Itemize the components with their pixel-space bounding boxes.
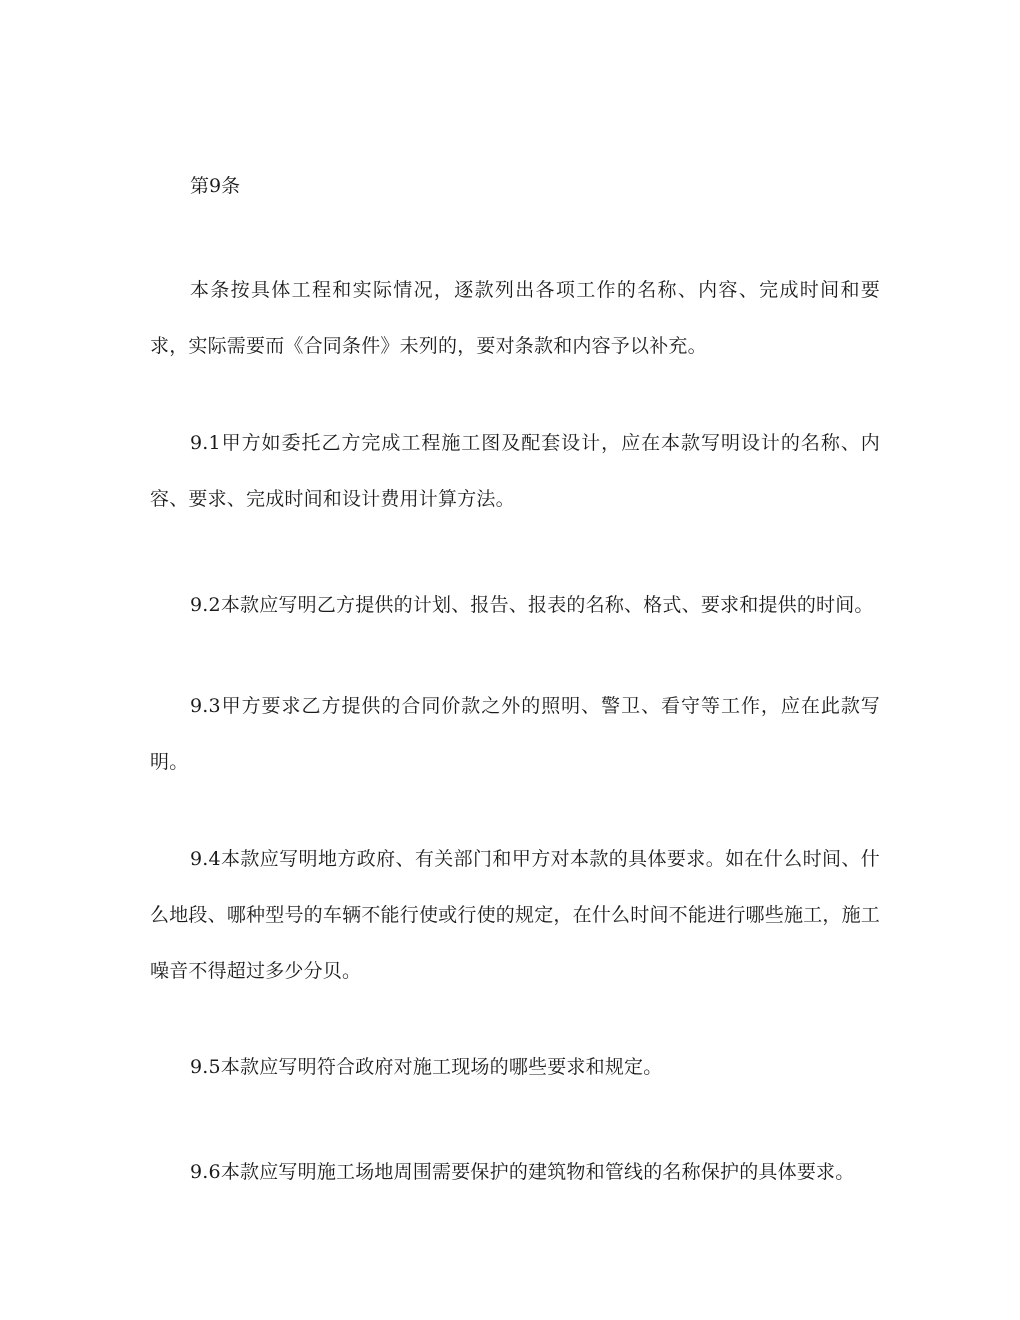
article-heading: 第9条 xyxy=(190,175,241,197)
paragraph-intro: 本条按具体工程和实际情况，逐款列出各项工作的名称、内容、完成时间和要求，实际需要而《合同条件》未列的，要对条款和内容予以补充。 xyxy=(150,279,880,357)
paragraph-9-1: 9.1甲方如委托乙方完成工程施工图及配套设计，应在本款写明设计的名称、内容、要求、完成时间和设计费用计算方法。 xyxy=(150,432,880,510)
paragraph-9-5: 9.5本款应写明符合政府对施工现场的哪些要求和规定。 xyxy=(190,1056,663,1078)
paragraph-9-4: 9.4本款应写明地方政府、有关部门和甲方对本款的具体要求。如在什么时间、什么地段、哪种型号的车辆不能行使或行使的规定，在什么时间不能进行哪些施工，施工噪音不得超过多少分贝。 xyxy=(150,848,880,982)
paragraph-9-3: 9.3甲方要求乙方提供的合同价款之外的照明、警卫、看守等工作，应在此款写明。 xyxy=(150,695,880,773)
paragraph-9-2: 9.2本款应写明乙方提供的计划、报告、报表的名称、格式、要求和提供的时间。 xyxy=(190,594,874,616)
paragraph-9-6: 9.6本款应写明施工场地周围需要保护的建筑物和管线的名称保护的具体要求。 xyxy=(190,1161,855,1183)
